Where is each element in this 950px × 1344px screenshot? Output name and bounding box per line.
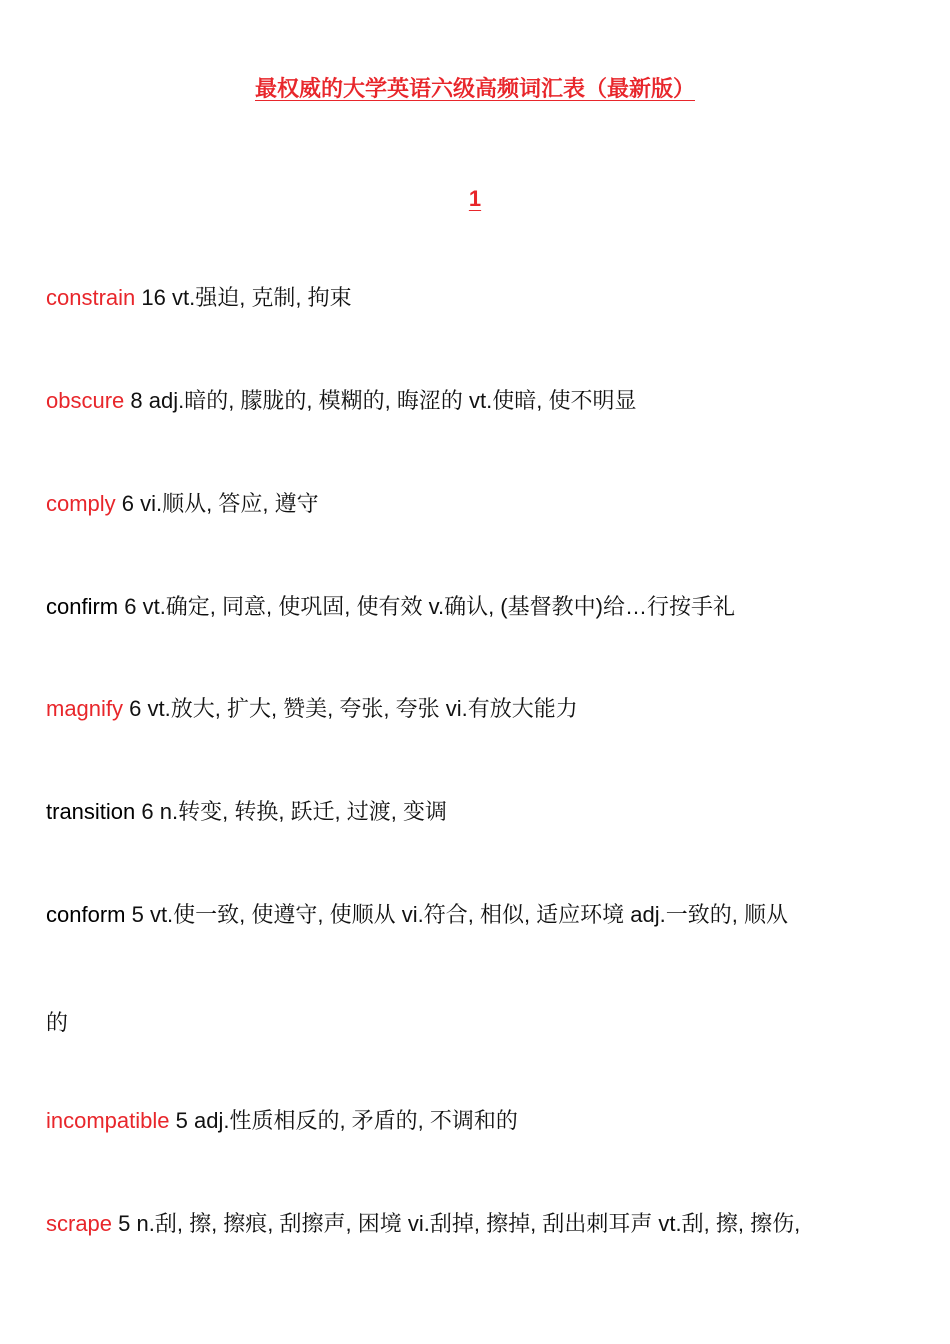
page-title (0, 72, 950, 106)
vocab-word: comply (46, 491, 116, 516)
vocab-definition: 6 vi.顺从, 答应, 遵守 (115, 491, 319, 516)
vocab-definition-continuation: 的 (46, 1010, 69, 1035)
vocab-definition: 5 vt.使一致, 使遵守, 使顺从 vi.符合, 相似, 适应环境 adj.一致的, 顺从 (125, 902, 788, 927)
vocab-word: scrape (46, 1211, 113, 1236)
vocab-word: constrain (46, 285, 136, 310)
vocab-word: transition (46, 799, 136, 824)
vocab-entry (46, 281, 916, 315)
vocab-entry (46, 692, 916, 726)
vocab-entry (46, 487, 916, 521)
page-title-text: 最权威的大学英语六级高频词汇表（最新版） (254, 76, 695, 101)
section-number-text: 1 (468, 186, 482, 211)
vocab-word: incompatible (46, 1108, 170, 1133)
section-number (0, 182, 950, 216)
vocab-word: confirm (46, 594, 119, 619)
vocab-word: magnify (46, 696, 124, 721)
vocab-entry (46, 1207, 916, 1241)
vocab-word: obscure (46, 388, 125, 413)
vocab-definition: 6 n.转变, 转换, 跃迁, 过渡, 变调 (135, 799, 447, 824)
vocab-definition: 16 vt.强迫, 克制, 拘束 (135, 285, 352, 310)
vocab-definition: 5 adj.性质相反的, 矛盾的, 不调和的 (169, 1108, 518, 1133)
vocab-entry (46, 590, 916, 624)
vocab-definition: 5 n.刮, 擦, 擦痕, 刮擦声, 困境 vi.刮掉, 擦掉, 刮出刺耳声 vt.刮, 擦, 擦伤, (112, 1211, 801, 1236)
vocab-entry (46, 898, 916, 932)
vocab-entry (46, 795, 916, 829)
vocab-definition: 6 vt.确定, 同意, 使巩固, 使有效 v.确认, (基督教中)给…行按手礼 (118, 594, 735, 619)
vocab-definition: 6 vt.放大, 扩大, 赞美, 夸张, 夸张 vi.有放大能力 (123, 696, 578, 721)
vocab-definition: 8 adj.暗的, 朦胧的, 模糊的, 晦涩的 vt.使暗, 使不明显 (124, 388, 637, 413)
vocab-word: conform (46, 902, 126, 927)
vocab-entry (46, 1104, 916, 1138)
vocab-entry (46, 384, 916, 418)
